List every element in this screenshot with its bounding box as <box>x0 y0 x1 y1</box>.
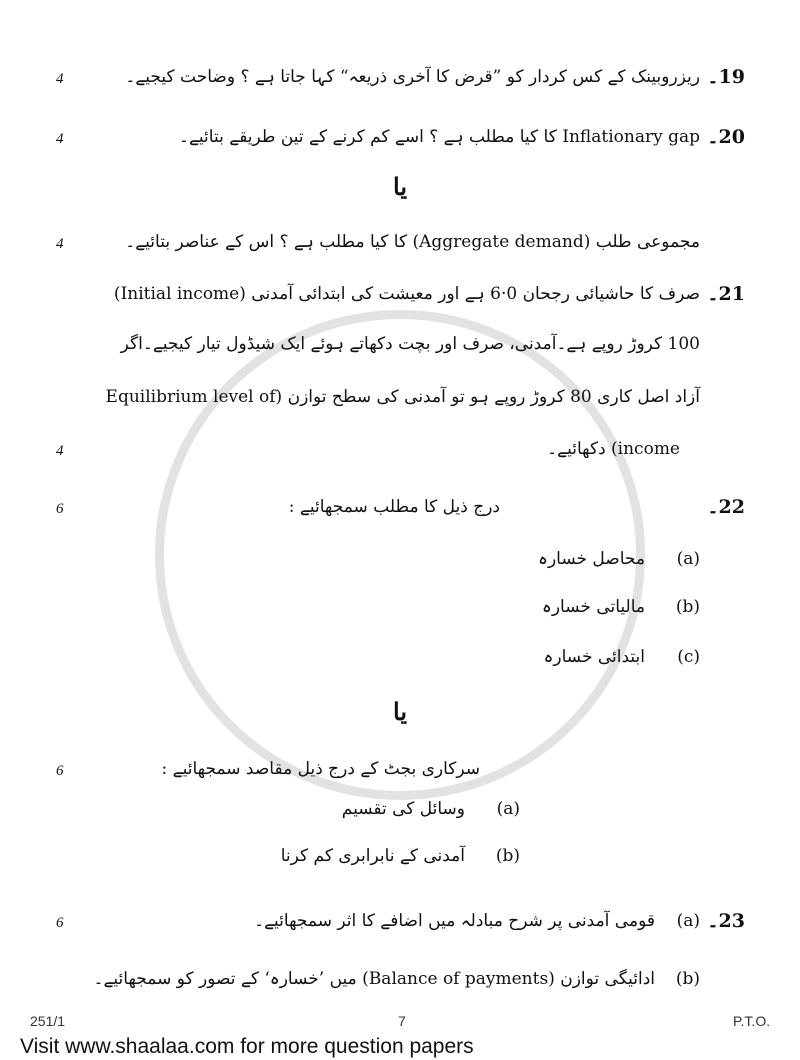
marks: 4 <box>56 443 64 459</box>
question-text: Inflationary gap کا کیا مطلب ہے ؟ اسے کم کرنے کے تین طریقے بتائیے۔ <box>179 127 700 147</box>
item-text: مالیاتی خسارہ <box>541 597 645 617</box>
marks: 4 <box>56 71 64 87</box>
pto-label: P.T.O. <box>733 1013 771 1029</box>
page-number: 7 <box>398 1013 406 1029</box>
question-number: 23۔ <box>707 910 745 932</box>
item-label: (b) <box>675 597 700 617</box>
question-text: درج ذیل کا مطلب سمجھائیے : <box>288 497 500 517</box>
visit-link[interactable]: Visit www.shaalaa.com for more question papers <box>20 1035 474 1058</box>
paper-code: 251/1 <box>30 1013 66 1029</box>
marks: 4 <box>56 131 64 147</box>
item-label: (a) <box>676 549 700 569</box>
question-text: سرکاری بجٹ کے درج ذیل مقاصد سمجھائیے : <box>161 759 480 779</box>
or-separator: یا <box>393 172 407 201</box>
item-text: محاصل خسارہ <box>538 549 645 569</box>
question-text-line: income) دکھائیے۔ <box>547 439 680 459</box>
item-label: (b) <box>495 846 520 866</box>
item-text: ابتدائی خسارہ <box>543 647 645 667</box>
question-text-line: صرف کا حاشیائی رجحان 0·6 ہے اور معیشت کی ابتدائی آمدنی (Initial income) <box>113 284 700 304</box>
item-label: (a) <box>676 911 700 931</box>
item-text: قومی آمدنی پر شرح مبادلہ میں اضافے کا اثر سمجھائیے۔ <box>254 911 655 931</box>
question-number: 19۔ <box>707 66 745 88</box>
item-text: وسائل کی تقسیم <box>341 799 465 819</box>
marks: 6 <box>56 915 64 931</box>
question-text-line: آزاد اصل کاری 80 کروڑ روپے ہو تو آمدنی کی سطح توازن (Equilibrium level of <box>105 387 700 407</box>
item-label: (a) <box>496 799 520 819</box>
question-number: 21۔ <box>707 283 745 305</box>
question-number: 20۔ <box>707 126 745 148</box>
marks: 6 <box>56 763 64 779</box>
question-text: ریزروبینک کے کس کردار کو ”قرض کا آخری ذریعہ“ کہا جاتا ہے ؟ وضاحت کیجیے۔ <box>125 67 700 87</box>
marks: 6 <box>56 501 64 517</box>
question-number: 22۔ <box>707 496 745 518</box>
or-separator: یا <box>393 697 407 726</box>
item-label: (b) <box>675 969 700 989</box>
question-text-line: 100 کروڑ روپے ہے۔آمدنی، صرف اور بچت دکھاتے ہوئے ایک شیڈول تیار کیجیے۔اگر <box>120 334 700 354</box>
question-text: مجموعی طلب (Aggregate demand) کا کیا مطلب ہے ؟ اس کے عناصر بتائیے۔ <box>125 232 700 252</box>
item-label: (c) <box>677 647 700 667</box>
item-text: آمدنی کے نابرابری کم کرنا <box>280 846 465 866</box>
item-text: ادائیگی توازن (Balance of payments) میں ’خسارہ‘ کے تصور کو سمجھائیے۔ <box>93 969 655 989</box>
marks: 4 <box>56 236 64 252</box>
